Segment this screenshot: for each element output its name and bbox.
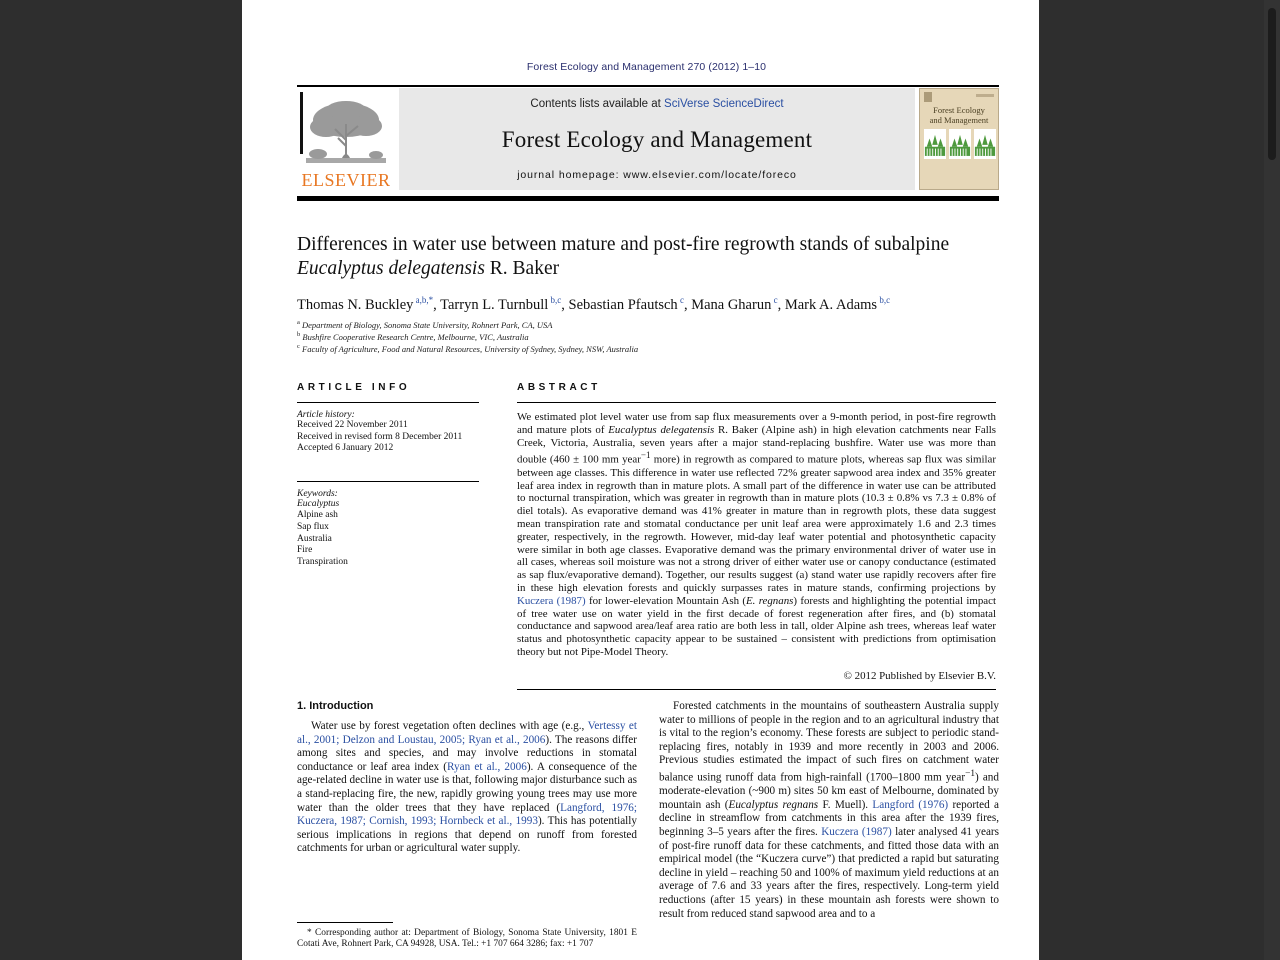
- keyword-item: Fire: [297, 545, 313, 556]
- article-history-line: Received in revised form 8 December 2011: [297, 431, 463, 442]
- contents-prefix: Contents lists available at: [530, 98, 665, 110]
- journal-masthead: [297, 88, 999, 190]
- contents-available-line: [530, 98, 783, 110]
- page-title: [297, 233, 999, 281]
- abstract-rule-top: [517, 402, 996, 403]
- author-name: Sebastian Pfautsch: [568, 296, 678, 313]
- intro-right-seg-4: reported a decline in streamflow from catchments in this area after the 1939 fires, beginning 3–5 years after the fires.: [659, 798, 999, 839]
- intro-paragraph-right: [659, 700, 999, 921]
- journal-title: Forest Ecology and Management: [501, 126, 813, 152]
- keyword-item: Eucalyptus: [297, 498, 340, 509]
- cover-issn-mark: [976, 94, 994, 97]
- cover-elsevier-mark: [924, 92, 932, 102]
- intro-paragraph-left: [297, 720, 637, 856]
- article-history-line: Received 22 November 2011: [297, 420, 408, 430]
- affiliation-mark: c: [297, 343, 300, 351]
- body-column-right: [659, 700, 999, 960]
- intro-left-seg-4: ). This has potentially serious implications in regions that depend on runoff from forested catchments for urban or agricultural water supply.: [297, 815, 637, 855]
- keywords-rule: [297, 481, 479, 482]
- cover-title-line1: Forest Ecology: [933, 105, 985, 115]
- intro-left-seg-3: ). A consequence of the age-related decline in water use is that, following major disturbance such as a stand-replacing fire, the new, rapidly growing young trees may use more water than the older trees that they have replaced (: [297, 760, 637, 814]
- intro-right-superscript: −1: [965, 768, 975, 779]
- elsevier-wordmark: ELSEVIER: [301, 170, 391, 190]
- elsevier-logo: [297, 88, 395, 190]
- keyword-item: Alpine ash: [297, 510, 338, 521]
- intro-citation-2[interactable]: Ryan et al., 2006: [447, 760, 527, 773]
- abstract-superscript: −1: [640, 450, 651, 461]
- footnote-text: * Corresponding author at: Department of Biology, Sonoma State University, 1801 E Cotati Ave, Rohnert Park, CA 94928, USA. Tel.: +1 707 664 3286; fax: +1 707: [297, 928, 637, 950]
- author-name: Tarryn L. Turnbull: [440, 296, 549, 313]
- intro-citation-kuczera[interactable]: Kuczera (1987): [821, 826, 892, 839]
- abstract-column: [517, 382, 996, 690]
- title-species: Eucalyptus delegatensis: [297, 258, 485, 279]
- keyword-item: Australia: [297, 533, 332, 544]
- abstract-rule-bottom: [517, 689, 996, 690]
- section-heading-introduction: 1. Introduction: [297, 700, 374, 712]
- intro-right-seg-2: ) and moderate-elevation (~900 m) sites 50 km east of Melbourne, dominated by mountain ash (: [659, 771, 999, 811]
- author-affiliation-mark: b,c: [548, 295, 562, 305]
- keywords-label: Keywords:: [297, 488, 338, 499]
- intro-citation-1[interactable]: Vertessy et al., 2001; Delzon and Loustau, 2005; Ryan et al., 2006: [297, 720, 637, 746]
- abstract-text: [517, 411, 996, 659]
- article-history-line: Accepted 6 January 2012: [297, 443, 394, 454]
- article-history-lines: [297, 420, 479, 455]
- forest-icon: [974, 129, 996, 159]
- copyright-line: © 2012 Published by Elsevier B.V.: [843, 669, 996, 682]
- author-affiliation-mark: c: [677, 295, 684, 305]
- abstract-seg-5: ) forests and highlighting the potential impact of tree water use on water yield in the first decade of forest regeneration after fires, and (b) stomatal conductance and sapwood area/leaf area ratio are both less in tall, older Alpine ash trees, whereas leaf water status and photosynthetic capacity appear to be sustained – consistent with predictions from optimisation theory but not Pipe-Model Theory.: [517, 594, 997, 658]
- author-name: Mana Gharun: [691, 296, 772, 313]
- cover-artwork: [924, 129, 996, 159]
- pdf-page: [242, 0, 1039, 960]
- abstract-seg-4: for lower-elevation Mountain Ash (: [585, 594, 746, 607]
- affiliation-mark: b: [297, 331, 301, 339]
- intro-left-seg-2: ). The reasons differ among sites and species, and may involve reductions in stomatal conductance or leaf area index (: [297, 733, 637, 773]
- author-affiliation-mark: b,c: [877, 295, 891, 305]
- cover-title-line2: and Management: [929, 115, 989, 125]
- masthead-bottom-rule: [297, 196, 999, 201]
- author-name: Mark A. Adams: [784, 296, 878, 313]
- article-info-rule-top: [297, 402, 479, 403]
- title-line-2-rest: R. Baker: [484, 258, 560, 279]
- body-columns: [297, 700, 999, 960]
- abstract-citation-kuczera[interactable]: Kuczera (1987): [517, 594, 586, 607]
- author-name: Thomas N. Buckley: [297, 296, 414, 313]
- keyword-item: Transpiration: [297, 556, 348, 567]
- affiliation-mark: a: [297, 319, 300, 326]
- corresponding-author-footnote: [297, 922, 637, 951]
- affiliation-line: $^c$ Faculty of Agriculture, Food and Natural Resources, University of Sydney, Sydney, NSW, Australia: [297, 343, 639, 355]
- author-affiliation-mark: c: [771, 295, 778, 305]
- abstract-species-1: Eucalyptus delegatensis: [608, 423, 715, 436]
- title-line-1: Differences in water use between mature and post-fire regrowth stands of subalpine: [297, 234, 950, 255]
- footnote-rule: [297, 922, 393, 923]
- sciencedirect-link[interactable]: SciVerse ScienceDirect: [664, 98, 784, 110]
- article-info-heading: ARTICLE INFO: [297, 382, 411, 393]
- keywords-block: [297, 489, 479, 569]
- abstract-heading: ABSTRACT: [517, 382, 601, 393]
- affiliation-list: [297, 318, 999, 355]
- forest-icon: [924, 129, 946, 159]
- journal-cover-thumbnail: [919, 88, 999, 190]
- scrollbar-thumb[interactable]: [1268, 8, 1276, 160]
- forest-icon: [949, 129, 971, 159]
- author-affiliation-mark: a,b,*: [413, 295, 434, 305]
- masthead-top-rule: [297, 85, 999, 87]
- affiliation-line: $^b$ Bushfire Cooperative Research Centre, Melbourne, VIC, Australia: [297, 331, 529, 343]
- intro-right-seg-3: F. Muell).: [818, 798, 873, 811]
- elsevier-tree-icon: [302, 96, 390, 172]
- cover-title: [920, 105, 998, 125]
- body-column-left: [297, 700, 637, 960]
- cover-art-panel: [924, 129, 946, 159]
- elsevier-logo-bar: [300, 92, 303, 154]
- intro-right-seg-5: later analysed 41 years of post-fire runoff data for these catchments, and fitted those data with an empirical model (the “Kuczera curve”) that predicted a rapid but saturating decline in yield – reaching 50 and 100% of maximum yield reductions at an average of 7.6 and 33 years after the fires, respectively. Long-term yield reductions (after 15 years) in these mountain ash forests were shown to result from reduced stand sapwood area and to a: [659, 826, 999, 920]
- intro-left-seg-1: Water use by forest vegetation often declines with age (e.g.,: [311, 720, 588, 732]
- article-info-column: [297, 382, 479, 568]
- intro-citation-langford[interactable]: Langford (1976): [872, 798, 949, 811]
- abstract-seg-2: R. Baker (Alpine ash) in high elevation catchments near Falls Creek, Victoria, Australia, seven years after a major stand-replacing bushfire. Water use was more than double (460 ± 100 mm year: [517, 423, 996, 467]
- intro-right-species: Eucalyptus regnans: [728, 798, 819, 811]
- author-list: Thomas N. Buckley $^{a,b,*}$, Tarryn L. Turnbull $^{b,c}$, Sebastian Pfautsch $^c$, Mana Gharun $^c$, Mark A. Adams $^{b,c}$: [297, 295, 891, 313]
- abstract-species-2: E. regnans: [746, 594, 794, 607]
- journal-homepage: journal homepage: www.elsevier.com/locate/foreco: [517, 169, 797, 181]
- info-gap: [297, 455, 479, 481]
- cover-art-panel: [949, 129, 971, 159]
- affiliation-line: $^a$ Department of Biology, Sonoma State University, Rohnert Park, CA, USA: [297, 319, 553, 330]
- masthead-center: [399, 88, 915, 190]
- cover-art-panel: [974, 129, 996, 159]
- keyword-list: [297, 499, 479, 569]
- intro-citation-3[interactable]: Langford, 1976; Kuczera, 1987; Cornish, 1993; Hornbeck et al., 1993: [297, 801, 637, 828]
- running-head: Forest Ecology and Management 270 (2012) 1–10: [526, 61, 767, 73]
- abstract-seg-1: We estimated plot level water use from sap flux measurements over a 9-month period, in post-fire regrowth and mature plots of: [517, 411, 996, 436]
- vertical-scrollbar[interactable]: [1264, 0, 1280, 960]
- abstract-seg-3: more) in regrowth as compared to mature plots, whereas sap flux was similar between age classes. This difference in water use reflected 72% greater sapwood area index and 35% greater leaf area index in regrowth than in mature plots. A small part of the difference in water use can be attributed to nocturnal transpiration, which was greater in regrowth than in mature plots (10.3 ± 0.8% vs 7.3 ± 0.8% of diel totals). As evaporative demand was 41% greater in mature than in regrowth plots, these data suggest mean transpiration rate and stomatal conductance per unit leaf area were approximately 1.6 and 2.3 times greater, respectively, in the regrowth. However, mid-day leaf water potential and photosynthetic capacity were similar in both age classes. Evaporative demand was the primary environmental driver of water use in all cases, whereas soil moisture was not a strong driver of either water use or canopy conductance (estimated as sap flux/evaporative demand). Together, our results suggest (a) stand water use rapidly recovers after fire in these high elevation forests and quickly surpasses rates in mature stands, confirming projections by: [517, 454, 996, 594]
- article-history-label: Article history:: [297, 410, 355, 420]
- intro-right-seg-1: Forested catchments in the mountains of southeastern Australia supply water to millions of people in the region and to an agricultural industry that is vital to the region’s economy. These forests are subject to periodic stand-replacing fires, notably in 1939 and more recently in 2003 and 2006. Previous studies estimated the impact of such fires on catchment water balance using runoff data from high-rainfall (1700–1800 mm year: [659, 700, 999, 784]
- keyword-item: Sap flux: [297, 521, 329, 532]
